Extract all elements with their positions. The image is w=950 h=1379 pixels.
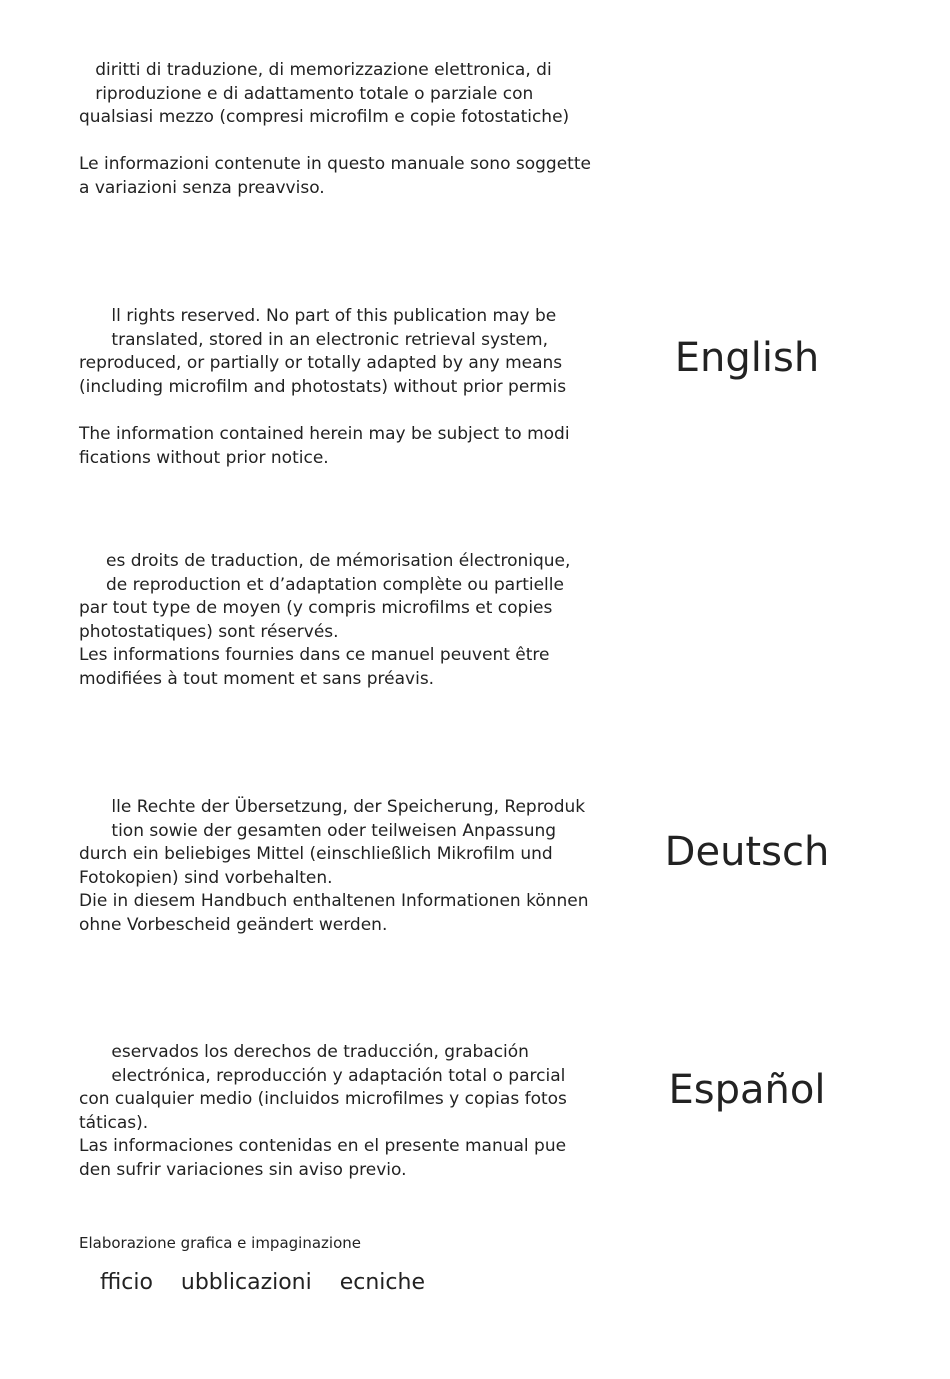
notice-line: par tout type de moyen (y compris microfilms et copies (79, 598, 553, 619)
notice-line: a variazioni senza preavviso. (79, 177, 325, 198)
notice-line: photostatiques) sont réservés. (79, 621, 339, 642)
notice-line: Les informations fournies dans ce manuel peuvent être (79, 645, 550, 666)
notice-line: ohne Vorbescheid geändert werden. (79, 914, 388, 935)
copyright-notice-spanish (79, 1041, 619, 1183)
notice-line: translated, stored in an electronic retrieval system, (79, 329, 548, 350)
notice-line: modifiées à tout moment et sans préavis. (79, 668, 435, 689)
notice-line: de reproduction et d’adaptation complète ou partielle (79, 574, 564, 595)
notice-line: lle Rechte der Übersetzung, der Speicherung, Reproduk (79, 797, 586, 817)
notice-line: con cualquier medio (incluidos microfilmes y copias fotos (79, 1089, 567, 1110)
notice-line: durch ein beliebiges Mittel (einschließlich Mikrofilm und (79, 844, 553, 865)
copyright-notice-german (79, 796, 619, 938)
notice-line: The information contained herein may be subject to modi (79, 423, 570, 444)
copyright-notice-french (79, 550, 619, 692)
notice-line: fications without prior notice. (79, 447, 329, 468)
language-heading-english: English (674, 335, 820, 381)
language-heading-german: Deutsch (664, 829, 830, 875)
notice-line: (including microfilm and photostats) without prior permis (79, 376, 567, 397)
notice-line: Le informazioni contenute in questo manuale sono soggette (79, 154, 591, 175)
notice-line: reproduced, or partially or totally adapted by any means (79, 353, 563, 374)
notice-line: Die in diesem Handbuch enthaltenen Informationen können (79, 891, 589, 912)
language-heading-spanish: Español (668, 1067, 826, 1113)
paragraph-gap (79, 130, 619, 154)
notice-line: qualsiasi mezzo (compresi microfilm e copie fotostatiche) (79, 107, 570, 128)
notice-line: diritti di traduzione, di memorizzazione elettronica, di (79, 60, 552, 80)
credits-department-name: fficio ubblicazioni ecniche (79, 1270, 425, 1295)
notice-line: Fotokopien) sind vorbehalten. (79, 867, 333, 888)
notice-line: den sufrir variaciones sin aviso previo. (79, 1159, 407, 1180)
notice-line: riproduzione e di adattamento totale o parziale con (79, 83, 534, 104)
notice-line: Las informaciones contenidas en el presente manual pue (79, 1136, 567, 1157)
notice-line: es droits de traduction, de mémorisation électronique, (79, 551, 571, 571)
credits-label: Elaborazione grafica e impaginazione (79, 1234, 361, 1252)
notice-line: tion sowie der gesamten oder teilweisen Anpassung (79, 820, 557, 841)
notice-line: táticas). (79, 1112, 149, 1133)
copyright-notice-italian (79, 59, 619, 201)
notice-line: ll rights reserved. No part of this publication may be (79, 306, 557, 326)
copyright-notice-english (79, 305, 619, 470)
paragraph-gap (79, 399, 619, 423)
notice-line: eservados los derechos de traducción, grabación (79, 1042, 529, 1062)
notice-line: electrónica, reproducción y adaptación total o parcial (79, 1065, 566, 1086)
